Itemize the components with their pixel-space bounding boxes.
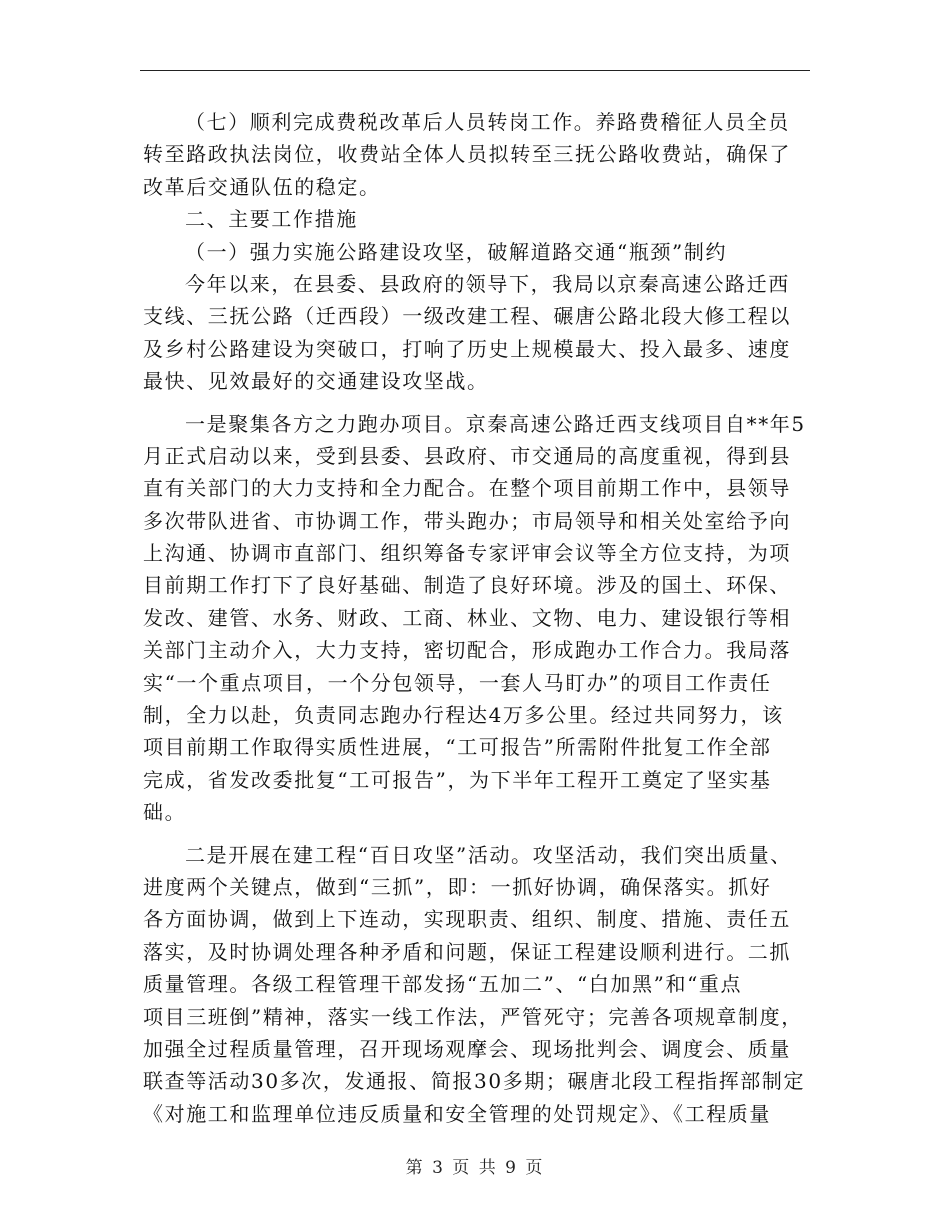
paragraph-line: 发改、建管、水务、财政、工商、林业、文物、电力、建设银行等相 — [143, 605, 791, 630]
paragraph-line: 关部门主动介入，大力支持，密切配合，形成跑办工作合力。我局落 — [143, 638, 791, 663]
paragraph-line: 及乡村公路建设为突破口，打响了历史上规模最大、投入最多、速度 — [143, 336, 791, 361]
paragraph-line: 项目前期工作取得实质性进展，“工可报告”所需附件批复工作全部 — [143, 735, 772, 760]
paragraph-line: （七）顺利完成费税改革后人员转岗工作。养路费稽征人员全员 — [185, 110, 790, 134]
paragraph-line: 各方面协调，做到上下连动，实现职责、组织、制度、措施、责任五 — [143, 907, 791, 932]
paragraph-line: 制，全力以赴，负责同志跑办行程达4万多公里。经过共同努力，该 — [143, 703, 784, 728]
paragraph-line: 完成，省发改委批复“工可报告”，为下半年工程开工奠定了坚实基 — [143, 767, 772, 792]
paragraph-line: 加强全过程质量管理，召开现场观摩会、现场批判会、调度会、质量 — [143, 1036, 791, 1061]
paragraph-line: 项目三班倒”精神，落实一线工作法，严管死守；完善各项规章制度， — [143, 1004, 803, 1029]
paragraph-line: 最快、见效最好的交通建设攻坚战。 — [143, 369, 489, 394]
paragraph-line: 一是聚集各方之力跑办项目。京秦高速公路迁西支线项目自**年5 — [185, 411, 806, 436]
page-number: 第 3 页 共 9 页 — [405, 1158, 545, 1178]
paragraph-line: 改革后交通队伍的稳定。 — [143, 174, 381, 199]
header-rule — [140, 70, 810, 71]
paragraph-line: 实“一个重点项目，一个分包领导，一套人马盯办”的项目工作责任 — [143, 670, 772, 695]
paragraph-line: 转至路政执法岗位，收费站全体人员拟转至三抚公路收费站，确保了 — [143, 142, 791, 167]
paragraph-line: 二是开展在建工程“百日攻坚”活动。攻坚活动，我们突出质量、 — [185, 842, 792, 867]
paragraph-line: 上沟通、协调市直部门、组织筹备专家评审会议等全方位支持，为项 — [143, 541, 791, 566]
paragraph-line: 月正式启动以来，受到县委、县政府、市交通局的高度重视，得到县 — [143, 443, 791, 468]
paragraph-line: 目前期工作打下了良好基础、制造了良好环境。涉及的国土、环保、 — [143, 573, 791, 598]
paragraph-line: 础。 — [143, 800, 187, 825]
paragraph-line: 今年以来，在县委、县政府的领导下，我局以京秦高速公路迁西 — [185, 271, 790, 296]
paragraph-line: 支线、三抚公路（迁西段）一级改建工程、碾唐公路北段大修工程以 — [143, 304, 791, 329]
document-body — [143, 106, 811, 1130]
paragraph-line: 《对施工和监理单位违反质量和安全管理的处罚规定》、《工程质量 — [143, 1101, 771, 1126]
paragraph-line: 进度两个关键点，做到“三抓”，即：一抓好协调，确保落实。抓好 — [143, 874, 772, 899]
subsection-heading: （一）强力实施公路建设攻坚，破解道路交通“瓶颈”制约 — [185, 239, 728, 264]
paragraph-line: 落实，及时协调处理各种矛盾和问题，保证工程建设顺利进行。二抓 — [143, 939, 791, 964]
paragraph-line: 多次带队进省、市协调工作，带头跑办；市局领导和相关处室给予向 — [143, 508, 791, 533]
section-heading: 二、主要工作措施 — [185, 207, 358, 232]
paragraph-line: 联查等活动30多次，发通报、简报30多期；碾唐北段工程指挥部制定 — [143, 1069, 806, 1094]
paragraph-line: 质量管理。各级工程管理干部发扬“五加二”、“白加黑”和“重点 — [143, 972, 743, 997]
paragraph-line: 直有关部门的大力支持和全力配合。在整个项目前期工作中，县领导 — [143, 476, 791, 501]
